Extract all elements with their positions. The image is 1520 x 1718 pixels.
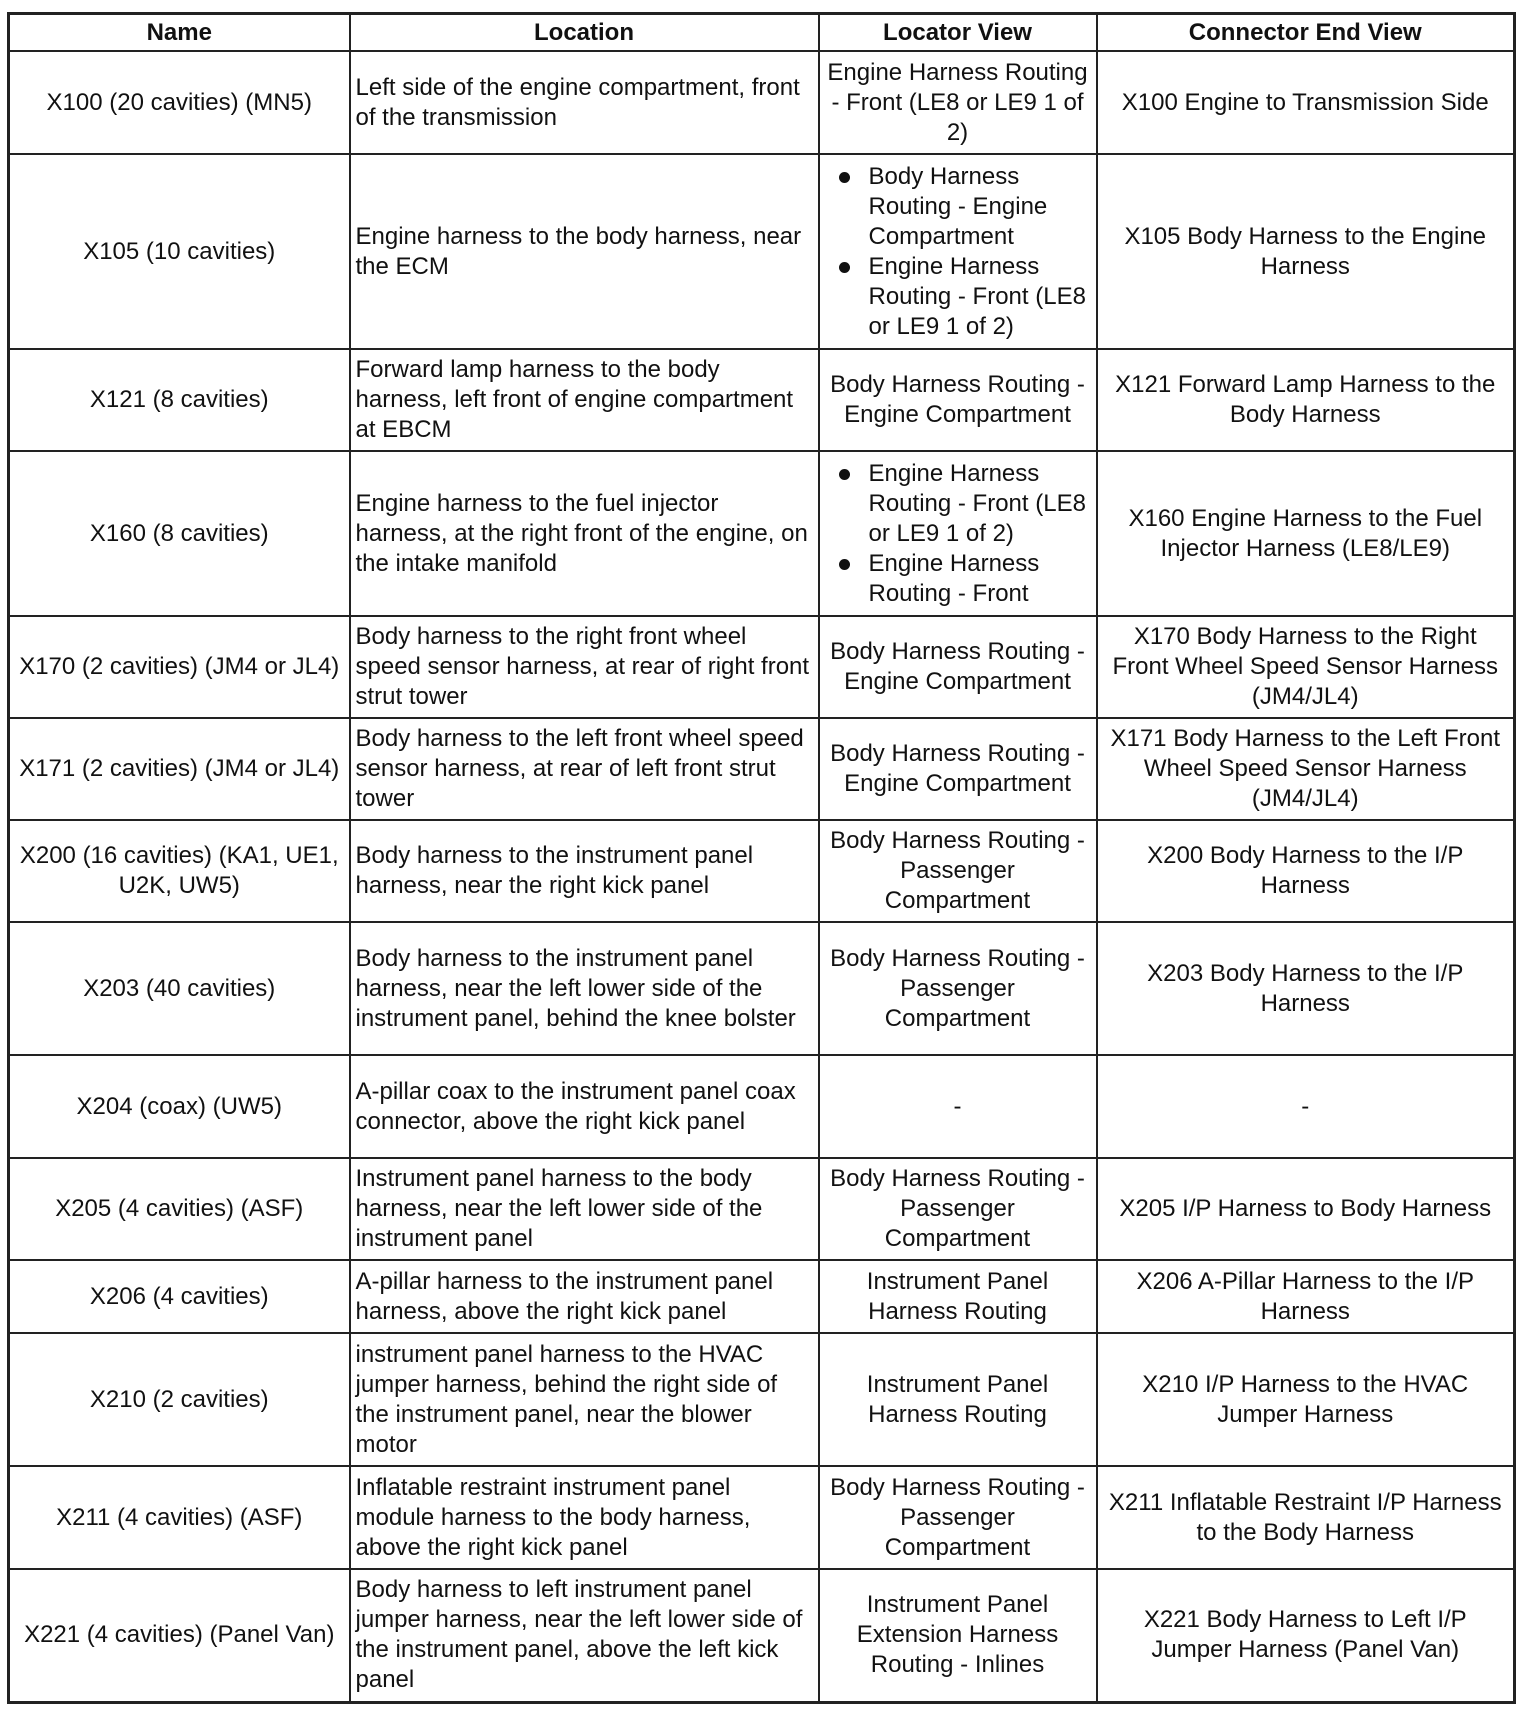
connector-table-container [7, 12, 1513, 1704]
connector-end-view: X200 Body Harness to the I/P Harness [1097, 820, 1515, 922]
locator-view-text: Body Harness Routing - Passenger Compartment [830, 944, 1085, 1032]
connector-name: X203 (40 cavities) [9, 922, 350, 1055]
locator-view [819, 616, 1097, 718]
connector-end-view: X221 Body Harness to Left I/P Jumper Harness (Panel Van) [1097, 1569, 1515, 1702]
locator-view-text: - [953, 1092, 962, 1120]
locator-view [819, 154, 1097, 349]
table-row [9, 718, 1515, 820]
header-location: Location [350, 14, 819, 52]
connector-end-view: X206 A-Pillar Harness to the I/P Harness [1097, 1260, 1515, 1333]
locator-view-text: Engine Harness Routing - Front (LE8 or LE9 1 of 2) [827, 58, 1088, 146]
connector-end-view: X203 Body Harness to the I/P Harness [1097, 922, 1515, 1055]
connector-name: X170 (2 cavities) (JM4 or JL4) [9, 616, 350, 718]
locator-view [819, 1569, 1097, 1702]
connector-name: X171 (2 cavities) (JM4 or JL4) [9, 718, 350, 820]
locator-view-text: Instrument Panel Extension Harness Routing - Inlines [856, 1591, 1059, 1679]
locator-view-item [825, 162, 1091, 252]
locator-view [819, 820, 1097, 922]
table-row [9, 1333, 1515, 1466]
locator-view-text: Engine Harness Routing - Front [868, 549, 1040, 607]
bullet-icon [839, 469, 850, 480]
connector-location: A-pillar harness to the instrument panel harness, above the right kick panel [350, 1260, 819, 1333]
locator-view [819, 1158, 1097, 1260]
locator-view-text: Engine Harness Routing - Front (LE8 or LE9 1 of 2) [868, 252, 1086, 340]
locator-view-item [825, 549, 1091, 609]
bullet-icon [839, 559, 850, 570]
locator-view [819, 451, 1097, 616]
bullet-icon [839, 262, 850, 273]
locator-view [819, 1466, 1097, 1569]
connector-end-view: - [1097, 1055, 1515, 1158]
connector-end-view: X105 Body Harness to the Engine Harness [1097, 154, 1515, 349]
locator-view [819, 1333, 1097, 1466]
connector-name: X211 (4 cavities) (ASF) [9, 1466, 350, 1569]
connector-end-view: X205 I/P Harness to Body Harness [1097, 1158, 1515, 1260]
connector-location: instrument panel harness to the HVAC jumper harness, behind the right side of the instrument panel, near the blower motor [350, 1333, 819, 1466]
locator-view [819, 349, 1097, 451]
header-locator-view: Locator View [819, 14, 1097, 52]
table-row [9, 451, 1515, 616]
locator-view-text: Engine Harness Routing - Front (LE8 or LE9 1 of 2) [868, 459, 1086, 547]
connector-location: Body harness to the right front wheel speed sensor harness, at rear of right front strut tower [350, 616, 819, 718]
connector-name: X210 (2 cavities) [9, 1333, 350, 1466]
header-row [9, 14, 1515, 52]
locator-view-text: Body Harness Routing - Engine Compartment [830, 371, 1085, 428]
locator-view-text: Body Harness Routing - Passenger Compartment [830, 827, 1085, 914]
table-row [9, 1158, 1515, 1260]
connector-name: X105 (10 cavities) [9, 154, 350, 349]
connector-name: X160 (8 cavities) [9, 451, 350, 616]
connector-end-view: X210 I/P Harness to the HVAC Jumper Harness [1097, 1333, 1515, 1466]
header-connector-end-view: Connector End View [1097, 14, 1515, 52]
locator-view [819, 1055, 1097, 1158]
locator-view [819, 51, 1097, 154]
connector-end-view: X211 Inflatable Restraint I/P Harness to the Body Harness [1097, 1466, 1515, 1569]
connector-name: X100 (20 cavities) (MN5) [9, 51, 350, 154]
connector-end-view: X171 Body Harness to the Left Front Wheel Speed Sensor Harness (JM4/JL4) [1097, 718, 1515, 820]
connector-name: X221 (4 cavities) (Panel Van) [9, 1569, 350, 1702]
table-row [9, 1055, 1515, 1158]
table-row [9, 51, 1515, 154]
locator-view [819, 922, 1097, 1055]
connector-location: Instrument panel harness to the body harness, near the left lower side of the instrument panel [350, 1158, 819, 1260]
connector-name: X121 (8 cavities) [9, 349, 350, 451]
locator-view-text: Body Harness Routing - Engine Compartment [868, 162, 1048, 250]
connector-name: X200 (16 cavities) (KA1, UE1, U2K, UW5) [9, 820, 350, 922]
connector-name: X204 (coax) (UW5) [9, 1055, 350, 1158]
table-row [9, 922, 1515, 1055]
connector-name: X206 (4 cavities) [9, 1260, 350, 1333]
table-row [9, 1466, 1515, 1569]
connector-location: A-pillar coax to the instrument panel coax connector, above the right kick panel [350, 1055, 819, 1158]
connector-table [7, 12, 1516, 1704]
connector-location: Body harness to left instrument panel jumper harness, near the left lower side of the instrument panel, above the left kick panel [350, 1569, 819, 1702]
connector-location: Forward lamp harness to the body harness, left front of engine compartment at EBCM [350, 349, 819, 451]
connector-location: Body harness to the left front wheel speed sensor harness, at rear of left front strut tower [350, 718, 819, 820]
table-row [9, 1260, 1515, 1333]
header-name: Name [9, 14, 350, 52]
connector-location: Engine harness to the body harness, near the ECM [350, 154, 819, 349]
locator-view-text: Body Harness Routing - Passenger Compartment [830, 1473, 1085, 1561]
locator-view-text: Body Harness Routing - Passenger Compartment [830, 1165, 1085, 1252]
locator-view-text: Body Harness Routing - Engine Compartment [830, 740, 1085, 797]
locator-view-text: Instrument Panel Harness Routing [866, 1370, 1049, 1428]
table-row [9, 349, 1515, 451]
table-row [9, 1569, 1515, 1702]
connector-end-view: X160 Engine Harness to the Fuel Injector Harness (LE8/LE9) [1097, 451, 1515, 616]
locator-view [819, 1260, 1097, 1333]
locator-view-text: Instrument Panel Harness Routing [866, 1267, 1049, 1325]
table-row [9, 154, 1515, 349]
connector-location: Engine harness to the fuel injector harness, at the right front of the engine, on the intake manifold [350, 451, 819, 616]
locator-view-text: Body Harness Routing - Engine Compartment [830, 638, 1085, 695]
locator-view-item [825, 459, 1091, 549]
locator-view [819, 718, 1097, 820]
connector-end-view: X121 Forward Lamp Harness to the Body Harness [1097, 349, 1515, 451]
connector-location: Body harness to the instrument panel harness, near the left lower side of the instrument panel, behind the knee bolster [350, 922, 819, 1055]
connector-location: Left side of the engine compartment, front of the transmission [350, 51, 819, 154]
connector-location: Body harness to the instrument panel harness, near the right kick panel [350, 820, 819, 922]
table-row [9, 820, 1515, 922]
locator-view-item [825, 252, 1091, 342]
connector-end-view: X100 Engine to Transmission Side [1097, 51, 1515, 154]
connector-end-view: X170 Body Harness to the Right Front Wheel Speed Sensor Harness (JM4/JL4) [1097, 616, 1515, 718]
table-row [9, 616, 1515, 718]
bullet-icon [839, 172, 850, 183]
connector-name: X205 (4 cavities) (ASF) [9, 1158, 350, 1260]
locator-view-list [825, 459, 1091, 609]
locator-view-list [825, 162, 1091, 342]
connector-location: Inflatable restraint instrument panel module harness to the body harness, above the right kick panel [350, 1466, 819, 1569]
